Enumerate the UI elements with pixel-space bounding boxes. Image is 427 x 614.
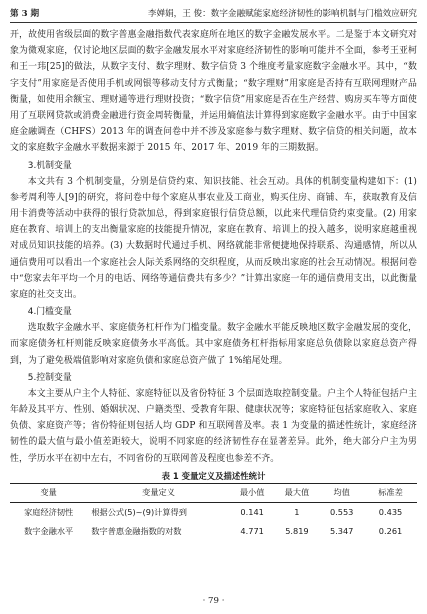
column-header: 变量 — [40, 487, 57, 498]
paragraph: 选取数字金融水平、家庭债务杠杆作为门槛变量。数字金融水平能反映地区数字金融发展的变化，而家庭债务杠杆则能反映家庭债务水平高低。其中家庭债务杠杆指标用家庭总负债除以家庭总资产得到，为了避免极端值影响对家庭负债和家庭总资产做了 1%缩尾处理。 — [10, 323, 417, 366]
table-cell: 根据公式(5)~(9)计算得到 — [91, 506, 187, 517]
header-rule — [10, 22, 417, 23]
issue-number: 第 3 期 — [10, 9, 40, 19]
column-header: 最小值 — [239, 487, 265, 498]
table-cell: 0.141 — [240, 507, 264, 518]
section-heading: 4.门槛变量 — [27, 307, 72, 318]
paragraph: 本文共有 3 个机制变量，分别是信贷约束、知识技能、社会互动。具体的机制变量构建如下：(1) 参考周利等人[9]的研究，将问卷中每个家庭从事农业及工商业，购买住房、商铺、车，获取教育及信用卡消费等活动中获得的银行贷款加总，得到家庭银行信贷总额，以此来代理信贷约束变量。(2) 用家庭在教育、培训上的支出衡量家庭的技能提升情况，家庭在教育、培训上的投入越多，说明家庭越重视对成员知识技能的培养。(3) 大数据时代通过手机、网络就能非常便捷地保持联系、沟通感情，所以从通信费用可以看出一个家庭社会人际关系网络的交织程度，从而反映出家庭的社会互动情况。根据问卷中“您家去年平均一个月的电话、网络等通信费共有多少？”计算出家庭一年的通信费用支出，以此衡量家庭的社交支出。 — [10, 176, 417, 301]
page-number: · 79 · — [202, 596, 225, 606]
table-cell: 4.771 — [240, 526, 264, 537]
running-title: 李婵娟，王 俊：数字金融赋能家庭经济韧性的影响机制与门槛效应研究 — [147, 9, 417, 19]
table-cell: 1 — [294, 507, 300, 518]
section-heading: 3.机制变量 — [27, 160, 72, 171]
table-row — [10, 502, 417, 522]
table-row — [10, 522, 417, 541]
column-header: 最大值 — [284, 487, 310, 498]
table-cell: 0.553 — [329, 507, 354, 518]
table-cell: 5.347 — [329, 526, 354, 537]
paragraph: 本文主要从户主个人特征、家庭特征以及省份特征 3 个层面选取控制变量。户主个人特征包括户主年龄及其平方、性别、婚姻状况、户籍类型、受教育年限、健康状况等；家庭特征包括家庭收入、家庭负债、家庭资产等；省份特征则包括人均 GDP 和互联网普及率。表 1 为变量的描述性统计，家庭经济韧性的最大值与最小值差距较大，说明不同家庭的经济韧性存在显著差异。此外，绝大部分户主为男性，学历水平在初中左右，不同省份的互联网普及程度也参差不齐。 — [10, 388, 417, 464]
table-cell: 数字普惠金融指数的对数 — [91, 525, 182, 536]
table-cell: 5.819 — [285, 526, 309, 537]
table-cell: 0.261 — [378, 526, 403, 537]
table-cell: 0.435 — [378, 507, 403, 518]
section-heading: 5.控制变量 — [27, 372, 72, 383]
paragraph: 开，故使用省级层面的数字普惠金融指数代表家庭所在地区的数字金融发展水平。二是鉴于本文研究对象为微观家庭，仅讨论地区层面的数字金融发展水平对家庭经济韧性的影响可能并不全面，参考王亚柯和王一玮[25]的做法，从数字支付、数字理财、数字信贷 3 个维度考量家庭数字金融水平。其中，“数字支付”用家庭是否使用手机或网银等移动支付方式衡量；“数字理财”用家庭是否持有互联网理财产品衡量，如使用余额宝、理财通等进行理财投资；“数字信贷”用家庭是否在生产经营、购房买车等方面使用了互联网贷款或消费金融进行资金周转衡量，并运用熵值法计算得到家庭数字金融水平。由于中国家庭金融调查（CHFS）2013 年的调查问卷中并不涉及家庭参与数字理财、数字信贷的相关问题，故本文的家庭数字金融水平数据来源于 2015 年、2017 年、2019 年的三期数据。 — [10, 30, 417, 154]
table-caption: 表 1 变量定义及描述性统计 — [161, 470, 266, 481]
table-header-row — [10, 483, 417, 502]
running-header — [10, 5, 417, 21]
body-text — [10, 27, 417, 541]
table-cell: 家庭经济韧性 — [24, 506, 74, 517]
table-cell: 数字金融水平 — [24, 525, 74, 536]
column-header: 变量定义 — [142, 487, 175, 498]
column-header: 标准差 — [378, 487, 403, 498]
column-header: 均值 — [333, 487, 350, 498]
statistics-table — [10, 483, 417, 541]
